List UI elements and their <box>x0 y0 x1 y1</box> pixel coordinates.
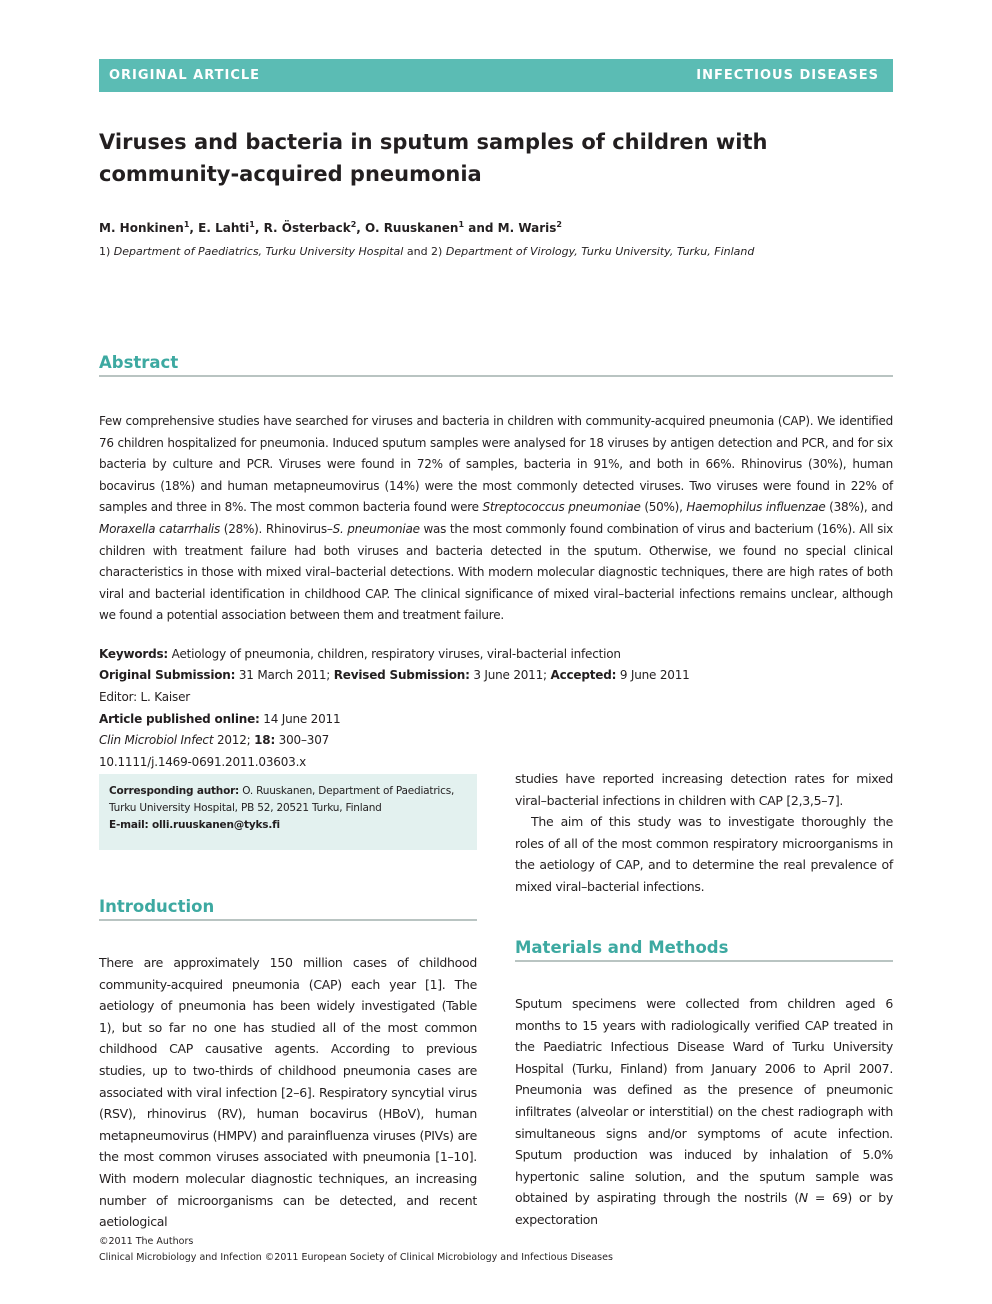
methods-body <box>515 993 893 1231</box>
original-submission-date: 31 March 2011; <box>235 668 334 682</box>
methods-heading: Materials and Methods <box>515 938 893 962</box>
affiliation-1: Department of Paediatrics, Turku University Hospital <box>113 245 404 258</box>
keywords-value: Aetiology of pneumonia, children, respiratory viruses, viral-bacterial infection <box>168 647 621 661</box>
affiliation-number: and 2) <box>403 245 446 258</box>
methods-n-symbol: N <box>798 1190 808 1206</box>
corresponding-author-address: Turku University Hospital, PB 52, 20521 Turku, Finland <box>109 802 382 814</box>
intro-continuation-paragraph: studies have reported increasing detection rates for mixed viral–bacterial infections in children with CAP [2,3,5–7]. <box>515 771 893 808</box>
affiliations <box>99 245 754 258</box>
introduction-heading: Introduction <box>99 897 477 921</box>
author-name: E. Lahti <box>198 221 250 235</box>
journal-copyright-line: Clinical Microbiology and Infection ©2011 European Society of Clinical Microbiology and Infectious Diseases <box>99 1252 613 1263</box>
revised-submission-label: Revised Submission: <box>333 668 470 682</box>
author-name: R. Österback <box>263 221 351 235</box>
editor-line: Editor: L. Kaiser <box>99 690 190 704</box>
study-aim-paragraph: The aim of this study was to investigate thoroughly the roles of all of the most common respiratory microorganisms in the aetiology of CAP, and to determine the real prevalence of mixed viral–bacterial infections. <box>515 814 893 894</box>
citation-line <box>99 733 329 747</box>
article-title-line-1: Viruses and bacteria in sputum samples of children with <box>99 130 768 154</box>
abstract-species: Streptococcus pneumoniae <box>482 500 641 515</box>
accepted-label: Accepted: <box>550 668 617 682</box>
citation-journal: Clin Microbiol Infect <box>99 733 214 747</box>
methods-text: Sputum specimens were collected from children aged 6 months to 15 years with radiologically verified CAP treated in the Paediatric Infectious Disease Ward of Turku University Hospital (Turku, Finland) from January 2006 to April 2007. Pneumonia was defined as the presence of pneumonic infiltrates (alveolar or interstitial) on the chest radiograph with simultaneous signs and/or symptoms of acute infection. Sputum production was induced by inhalation of 5.0% hypertonic saline solution, and the sputum sample was obtained by aspirating through the nostrils ( <box>515 996 893 1206</box>
affiliation-2: Department of Virology, Turku University, Turku, Finland <box>445 245 755 258</box>
methods-text: = 69) or by expectoration <box>515 1190 893 1227</box>
submission-dates <box>99 668 690 682</box>
author-separator: , <box>189 221 199 235</box>
author-affiliation-mark: 2 <box>350 220 357 229</box>
doi-link[interactable]: 10.1111/j.1469-0691.2011.03603.x <box>99 755 307 769</box>
author-separator: , <box>356 221 366 235</box>
abstract-text <box>99 411 893 627</box>
abstract-segment: (38%), and <box>825 500 894 515</box>
corresponding-author-box <box>99 774 477 850</box>
author-name: O. Ruuskanen <box>365 221 459 235</box>
original-submission-label: Original Submission: <box>99 668 236 682</box>
author-list <box>99 220 562 235</box>
abstract-species: S. pneumoniae <box>332 521 420 536</box>
abstract-segment: Few comprehensive studies have searched for viruses and bacteria in children with community-acquired pneumonia (CAP). We identified 76 children hospitalized for pneumonia. Induced sputum samples were analysed for 18 viruses by antigen detection and PCR, and for six bacteria by culture and PCR. Viruses were found in 72% of samples, bacteria in 91%, and both in 66%. Rhinovirus (30%), human bocavirus (18%) and human metapneumovirus (14%) were the most commonly detected viruses. Two viruses were found in 22% of samples and three in 8%. The most common bacteria found were <box>99 414 893 515</box>
corresponding-author-text: O. Ruuskanen, Department of Paediatrics, <box>239 785 455 797</box>
published-online-label: Article published online: <box>99 712 260 726</box>
author-affiliation-mark: 1 <box>458 220 465 229</box>
subject-category-label: INFECTIOUS DISEASES <box>696 68 879 83</box>
citation-pages: 300–307 <box>275 733 330 747</box>
abstract-species: Moraxella catarrhalis <box>99 521 221 536</box>
abstract-heading: Abstract <box>99 353 893 377</box>
email-link[interactable]: olli.ruuskanen@tyks.fi <box>148 819 280 831</box>
published-online-line <box>99 712 340 726</box>
introduction-body <box>99 952 477 1233</box>
article-type-label: ORIGINAL ARTICLE <box>109 68 261 83</box>
author-affiliation-mark: 1 <box>249 220 255 229</box>
keywords-label: Keywords: <box>99 647 169 661</box>
article-title <box>99 126 859 190</box>
keywords-line <box>99 647 621 661</box>
author-name: M. Waris <box>497 221 557 235</box>
published-online-date: 14 June 2011 <box>259 712 341 726</box>
author-separator: , <box>254 221 264 235</box>
citation-year: 2012; <box>213 733 255 747</box>
revised-submission-date: 3 June 2011; <box>469 668 551 682</box>
accepted-date: 9 June 2011 <box>616 668 690 682</box>
affiliation-number: 1) <box>99 245 114 258</box>
abstract-species: Haemophilus influenzae <box>686 500 826 515</box>
email-label: E-mail: <box>109 819 149 831</box>
author-affiliation-mark: 2 <box>556 220 562 229</box>
article-type-banner <box>99 59 893 92</box>
article-title-line-2: community-acquired pneumonia <box>99 162 482 186</box>
methods-paragraph <box>515 993 893 1231</box>
author-and: and <box>464 221 498 235</box>
author-affiliation-mark: 1 <box>183 220 190 229</box>
abstract-segment: was the most commonly found combination of virus and bacterium (16%). All six children with treatment failure had both viruses and bacteria detected in the sputum. Otherwise, we found no special clinical characteristics in those with mixed viral–bacterial detections. With modern molecular diagnostic techniques, there are high rates of both viral and bacterial identification in childhood CAP. The clinical significance of mixed viral–bacterial infections remains unclear, although we found a potential association between them and treatment failure. <box>99 521 894 623</box>
right-column-intro <box>515 768 893 898</box>
abstract-segment: (28%). Rhinovirus– <box>220 521 333 536</box>
copyright-line: ©2011 The Authors <box>99 1236 194 1247</box>
introduction-paragraph: There are approximately 150 million cases of childhood community-acquired pneumonia (CAP) each year [1]. The aetiology of pneumonia has been widely investigated (Table 1), but so far no one has studied all of the most common childhood CAP causative agents. According to previous studies, up to two-thirds of childhood pneumonia cases are associated with viral infection [2–6]. Respiratory syncytial virus (RSV), rhinovirus (RV), human bocavirus (HBoV), human metapneumovirus (HMPV) and parainfluenza viruses (PIVs) are the most common viruses associated with pneumonia [1–10]. With modern molecular diagnostic techniques, an increasing number of microorganisms can be detected, and recent aetiological <box>99 955 477 1230</box>
author-name: M. Honkinen <box>99 221 184 235</box>
citation-volume: 18: <box>254 733 276 747</box>
abstract-segment: (50%), <box>640 500 687 515</box>
corresponding-author-label: Corresponding author: <box>109 785 240 797</box>
